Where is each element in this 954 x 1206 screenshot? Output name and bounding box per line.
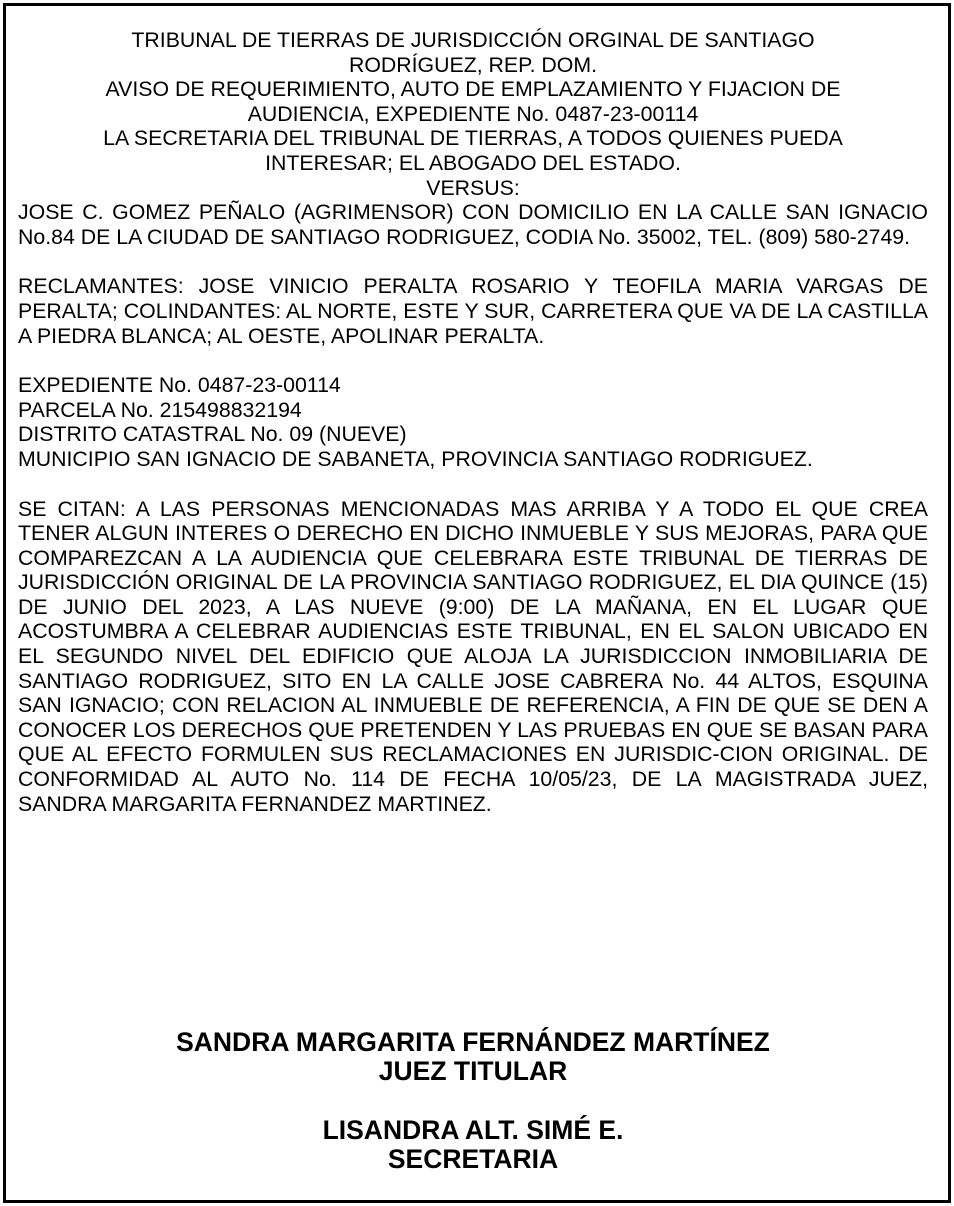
addressee-line-1: LA SECRETARIA DEL TRIBUNAL DE TIERRAS, A TODOS QUIENES PUEDA [103, 126, 843, 151]
judge-title: JUEZ TITULAR [378, 1056, 568, 1086]
claimants-paragraph: RECLAMANTES: JOSE VINICIO PERALTA ROSARIO Y TEOFILA MARIA VARGAS DE PERALTA; COLINDANTES: AL NORTE, ESTE Y SUR, CARRETERA QUE VA DE LA CASTILLA A PIEDRA BLANCA; AL OESTE, APOLINAR PERALTA. [18, 274, 928, 348]
notice-title-line-2: AUDIENCIA, EXPEDIENTE No. 0487-23-00114 [247, 101, 699, 126]
parcela-number: PARCELA No. 215498832194 [18, 397, 302, 422]
legal-notice [18, 28, 928, 1174]
secretary-title: SECRETARIA [387, 1144, 559, 1174]
property-details [18, 373, 928, 471]
judge-name: SANDRA MARGARITA FERNÁNDEZ MARTÍNEZ [176, 1027, 770, 1057]
court-heading [38, 28, 908, 77]
court-heading-line-2: RODRÍGUEZ, REP. DOM. [348, 52, 598, 77]
secretary-name: LISANDRA ALT. SIMÉ E. [322, 1115, 624, 1145]
notice-title-line-1: AVISO DE REQUERIMIENTO, AUTO DE EMPLAZAMIENTO Y FIJACION DE [105, 77, 841, 102]
secretary-signature-block [18, 1116, 928, 1174]
court-heading-line-1: TRIBUNAL DE TIERRAS DE JURISDICCIÓN ORGINAL DE SANTIAGO [131, 28, 815, 52]
notice-title [38, 77, 908, 126]
addressee [38, 126, 908, 175]
judge-signature-block [18, 1028, 928, 1086]
expediente-number: EXPEDIENTE No. 0487-23-00114 [18, 373, 341, 398]
municipio: MUNICIPIO SAN IGNACIO DE SABANETA, PROVINCIA SANTIAGO RODRIGUEZ. [18, 446, 813, 471]
addressee-line-2: INTERESAR; EL ABOGADO DEL ESTADO. [265, 150, 681, 175]
distrito-catastral: DISTRITO CATASTRAL No. 09 (NUEVE) [18, 422, 407, 447]
surveyor-paragraph: JOSE C. GOMEZ PEÑALO (AGRIMENSOR) CON DOMICILIO EN LA CALLE SAN IGNACIO No.84 DE LA CIUDAD DE SANTIAGO RODRIGUEZ, CODIA No. 35002, TEL. (809) 580-2749. [18, 200, 928, 249]
versus-label: VERSUS: [426, 175, 520, 200]
citation-paragraph: SE CITAN: A LAS PERSONAS MENCIONADAS MAS ARRIBA Y A TODO EL QUE CREA TENER ALGUN INTERES O DERECHO EN DICHO INMUEBLE Y SUS MEJORAS, PARA QUE COMPAREZCAN A LA AUDIENCIA QUE CELEBRARA ESTE TRIBUNAL DE TIERRAS DE JURISDICCIÓN ORIGINAL DE LA PROVINCIA SANTIAGO RODRIGUEZ, EL DIA QUINCE (15) DE JUNIO DEL 2023, A LAS NUEVE (9:00) DE LA MAÑANA, EN EL LUGAR QUE ACOSTUMBRA A CELEBRAR AUDIENCIAS ESTE TRIBUNAL, EN EL SALON UBICADO EN EL SEGUNDO NIVEL DEL EDIFICIO QUE ALOJA LA JURISDICCION INMOBILIARIA DE SANTIAGO RODRIGUEZ, SITO EN LA CALLE JOSE CABRERA No. 44 ALTOS, ESQUINA SAN IGNACIO; CON RELACION AL INMUEBLE DE REFERENCIA, A FIN DE QUE SE DEN A CONOCER LOS DERECHOS QUE PRETENDEN Y LAS PRUEBAS EN QUE SE BASAN PARA QUE AL EFECTO FORMULEN SUS RECLAMACIONES EN JURISDIC-CION ORIGINAL. DE CONFORMIDAD AL AUTO No. 114 DE FECHA 10/05/23, DE LA MAGISTRADA JUEZ, SANDRA MARGARITA FERNANDEZ MARTINEZ. [18, 496, 928, 816]
